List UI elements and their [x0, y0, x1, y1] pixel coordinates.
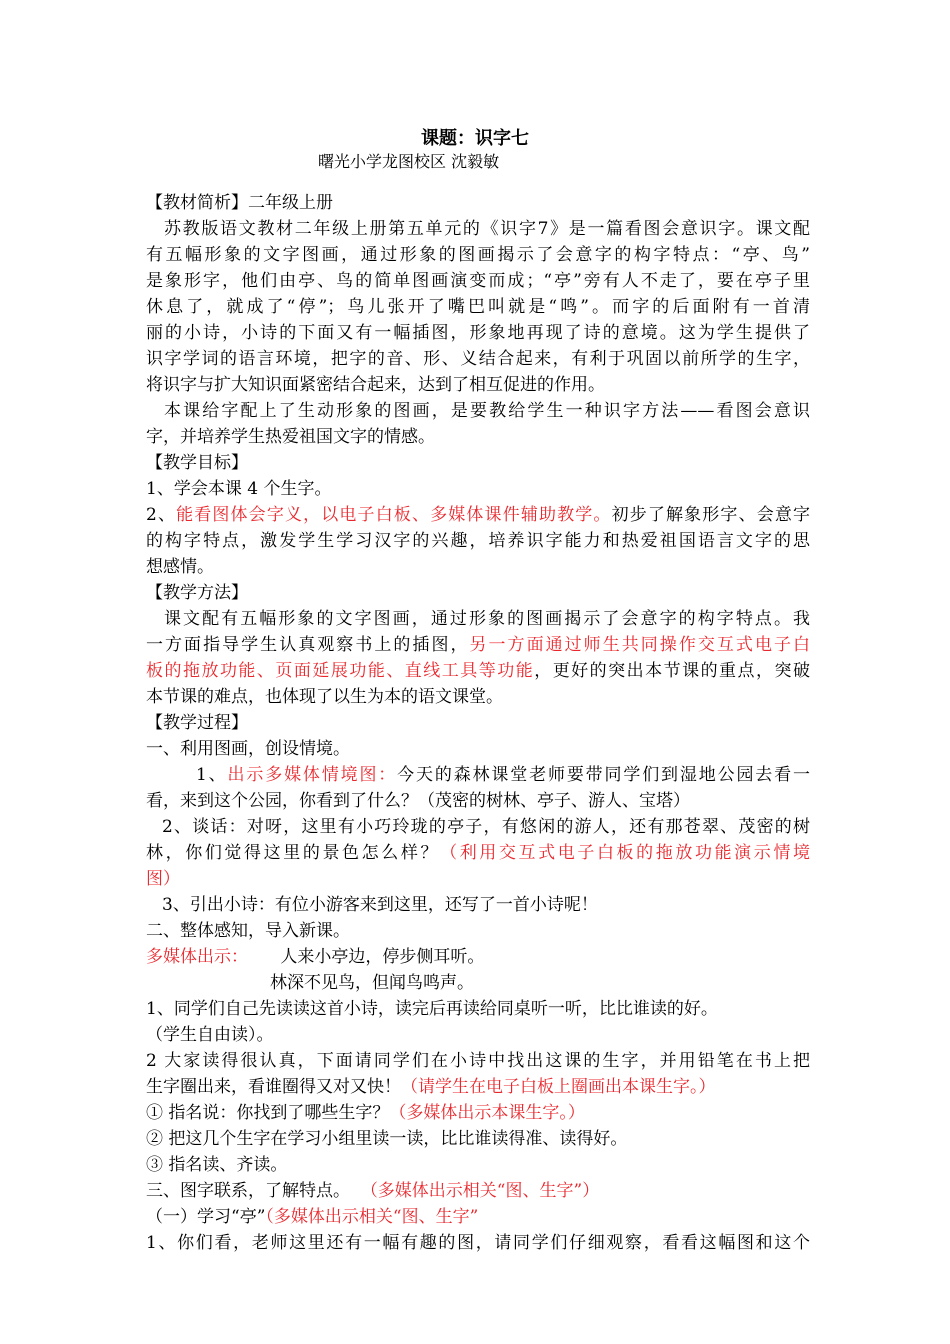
line-text: 人来小亭边，停步侧耳听。 [248, 947, 485, 967]
text-line [146, 190, 810, 216]
highlighted-text: 另一方面通过师生共同操作交互式电子白 [469, 635, 810, 655]
line-text: ① 指名说：你找到了哪些生字？ [146, 1103, 390, 1123]
line-text: 字，并培养学生热爱祖国文字的情感。 [146, 427, 435, 447]
highlighted-text: 出示多媒体情境图： [227, 765, 398, 785]
line-text: 有五幅形象的文字图画，通过形象的图画揭示了会意字的构字特点：“亭、鸟” [146, 245, 810, 265]
highlighted-text: 板的拖放功能、页面延展功能、直线工具等功能 [146, 661, 535, 681]
highlighted-text: （利用交互式电子白板的拖放功能演示情境 [440, 843, 811, 863]
text-line [146, 1022, 810, 1048]
line-text: （学生自由读）。 [146, 1025, 274, 1045]
text-line [146, 294, 810, 320]
highlighted-text: （多媒体出示相关“图、生字”） [360, 1181, 600, 1201]
line-text: ③ 指名读、齐读。 [146, 1155, 288, 1175]
text-line [146, 320, 810, 346]
text-line [146, 1152, 810, 1178]
line-text: 一方面指导学生认真观察书上的插图， [146, 635, 470, 655]
text-line [146, 1048, 810, 1074]
line-text: 识字学词的语言环境，把字的音、形、义结合起来，有利于巩固以前所学的生字， [146, 349, 810, 369]
text-line [146, 554, 810, 580]
text-line [146, 528, 810, 554]
text-line [146, 840, 810, 866]
page-title: 课题：识字七 [421, 128, 529, 149]
line-text: 是象形字，他们由亭、鸟的简单图画演变而成；“亭”旁有人不走了，要在亭子里 [146, 271, 810, 291]
line-text: 本节课的难点，也体现了以生为本的语文课堂。 [146, 687, 503, 707]
text-line [146, 1178, 810, 1204]
text-line [146, 502, 810, 528]
text-line [146, 450, 810, 476]
text-line [146, 944, 810, 970]
line-text: 想感情。 [146, 557, 214, 577]
line-text: （一）学习“亭” [146, 1207, 266, 1227]
line-text: 【教学目标】 [146, 453, 248, 473]
highlighted-text: 能看图体会字义，以电子白板、多媒体课件辅助教学。 [176, 505, 612, 525]
line-text: 2、 [146, 505, 177, 525]
highlighted-text: 图） [146, 869, 180, 889]
author-line: 曙光小学龙图校区 沈毅敏 [318, 152, 500, 171]
text-line [146, 1074, 810, 1100]
text-line [146, 918, 810, 944]
text-line [146, 346, 810, 372]
line-text: 【教材简析】二年级上册 [146, 193, 333, 213]
line-text: 林，你们觉得这里的景色怎么样？ [146, 843, 441, 863]
line-text: 丽的小诗，小诗的下面又有一幅插图，形象地再现了诗的意境。这为学生提供了 [146, 323, 810, 343]
text-line [270, 970, 934, 996]
text-line [146, 658, 810, 684]
text-line [146, 580, 810, 606]
line-text: 1、同学们自己先读读这首小诗，读完后再读给同桌听一听，比比谁读的好。 [146, 999, 718, 1019]
line-text: 今天的森林课堂老师要带同学们到湿地公园去看一 [397, 765, 811, 785]
line-text: 看，来到这个公园，你看到了什么？（茂密的树林、亭子、游人、宝塔） [146, 791, 690, 811]
line-text: 1、你们看，老师这里还有一幅有趣的图，请同学们仔细观察，看看这幅图和这个 [146, 1233, 810, 1253]
text-line [146, 710, 810, 736]
text-line [196, 762, 810, 788]
line-text: ，更好的突出本节课的重点，突破 [534, 661, 811, 681]
line-text: 苏教版语文教材二年级上册第五单元的《识字7》是一篇看图会意识字。课文配 [164, 219, 810, 239]
highlighted-text: （多媒体出示相关“图、生字” [265, 1207, 479, 1227]
text-line [146, 1100, 810, 1126]
text-line [146, 866, 810, 892]
line-text: 1、 [196, 765, 228, 785]
highlighted-text: 多媒体出示： [146, 947, 248, 967]
text-line [146, 788, 810, 814]
line-text: 1、学会本课 4 个生字。 [146, 479, 332, 499]
line-text: 本课给字配上了生动形象的图画，是要教给学生一种识字方法——看图会意识 [164, 401, 810, 421]
text-line [162, 892, 826, 918]
line-text: 的构字特点，激发学生学习汉字的兴趣，培养识字能力和热爱祖国语言文字的思 [146, 531, 810, 551]
line-text: 休息了，就成了“停”；鸟儿张开了嘴巴叫就是“鸣”。而字的后面附有一首清 [146, 297, 810, 317]
line-text: 课文配有五幅形象的文字图画，通过形象的图画揭示了会意字的构字特点。我 [164, 609, 810, 629]
line-text: 林深不见鸟，但闻鸟鸣声。 [270, 973, 474, 993]
highlighted-text: （多媒体出示本课生字。） [389, 1103, 585, 1123]
text-line [146, 1126, 810, 1152]
text-line [146, 424, 810, 450]
line-text: 生字圈出来，看谁圈得又对又快！ [146, 1077, 401, 1097]
text-line [146, 684, 810, 710]
line-text: 三、图字联系，了解特点。 [146, 1181, 361, 1201]
line-text: 二、整体感知，导入新课。 [146, 921, 350, 941]
highlighted-text: （请学生在电子白板上圈画出本课生字。） [401, 1077, 716, 1097]
line-text: 2、谈话：对呀，这里有小巧玲珑的亭子，有悠闲的游人，还有那苍翠、茂密的树 [162, 817, 810, 837]
line-text: 一、利用图画，创设情境。 [146, 739, 350, 759]
line-text: 3、引出小诗：有位小游客来到这里，还写了一首小诗呢！ [162, 895, 598, 915]
text-line [146, 736, 810, 762]
text-line [146, 1230, 810, 1256]
text-line [146, 268, 810, 294]
line-text: 将识字与扩大知识面紧密结合起来，达到了相互促进的作用。 [146, 375, 605, 395]
text-line [146, 372, 810, 398]
text-line [164, 398, 810, 424]
text-line [146, 996, 810, 1022]
text-line [164, 216, 810, 242]
text-line [162, 814, 810, 840]
line-text: 初步了解象形字、会意字 [611, 505, 810, 525]
line-text: 【教学过程】 [146, 713, 248, 733]
text-line [146, 1204, 810, 1230]
line-text: 2 大家读得很认真，下面请同学们在小诗中找出这课的生字，并用铅笔在书上把 [146, 1051, 810, 1071]
text-line [164, 606, 810, 632]
text-line [146, 476, 810, 502]
text-line [146, 632, 810, 658]
text-line [146, 242, 810, 268]
line-text: ② 把这几个生字在学习小组里读一读，比比谁读得准、读得好。 [146, 1129, 628, 1149]
line-text: 【教学方法】 [146, 583, 248, 603]
